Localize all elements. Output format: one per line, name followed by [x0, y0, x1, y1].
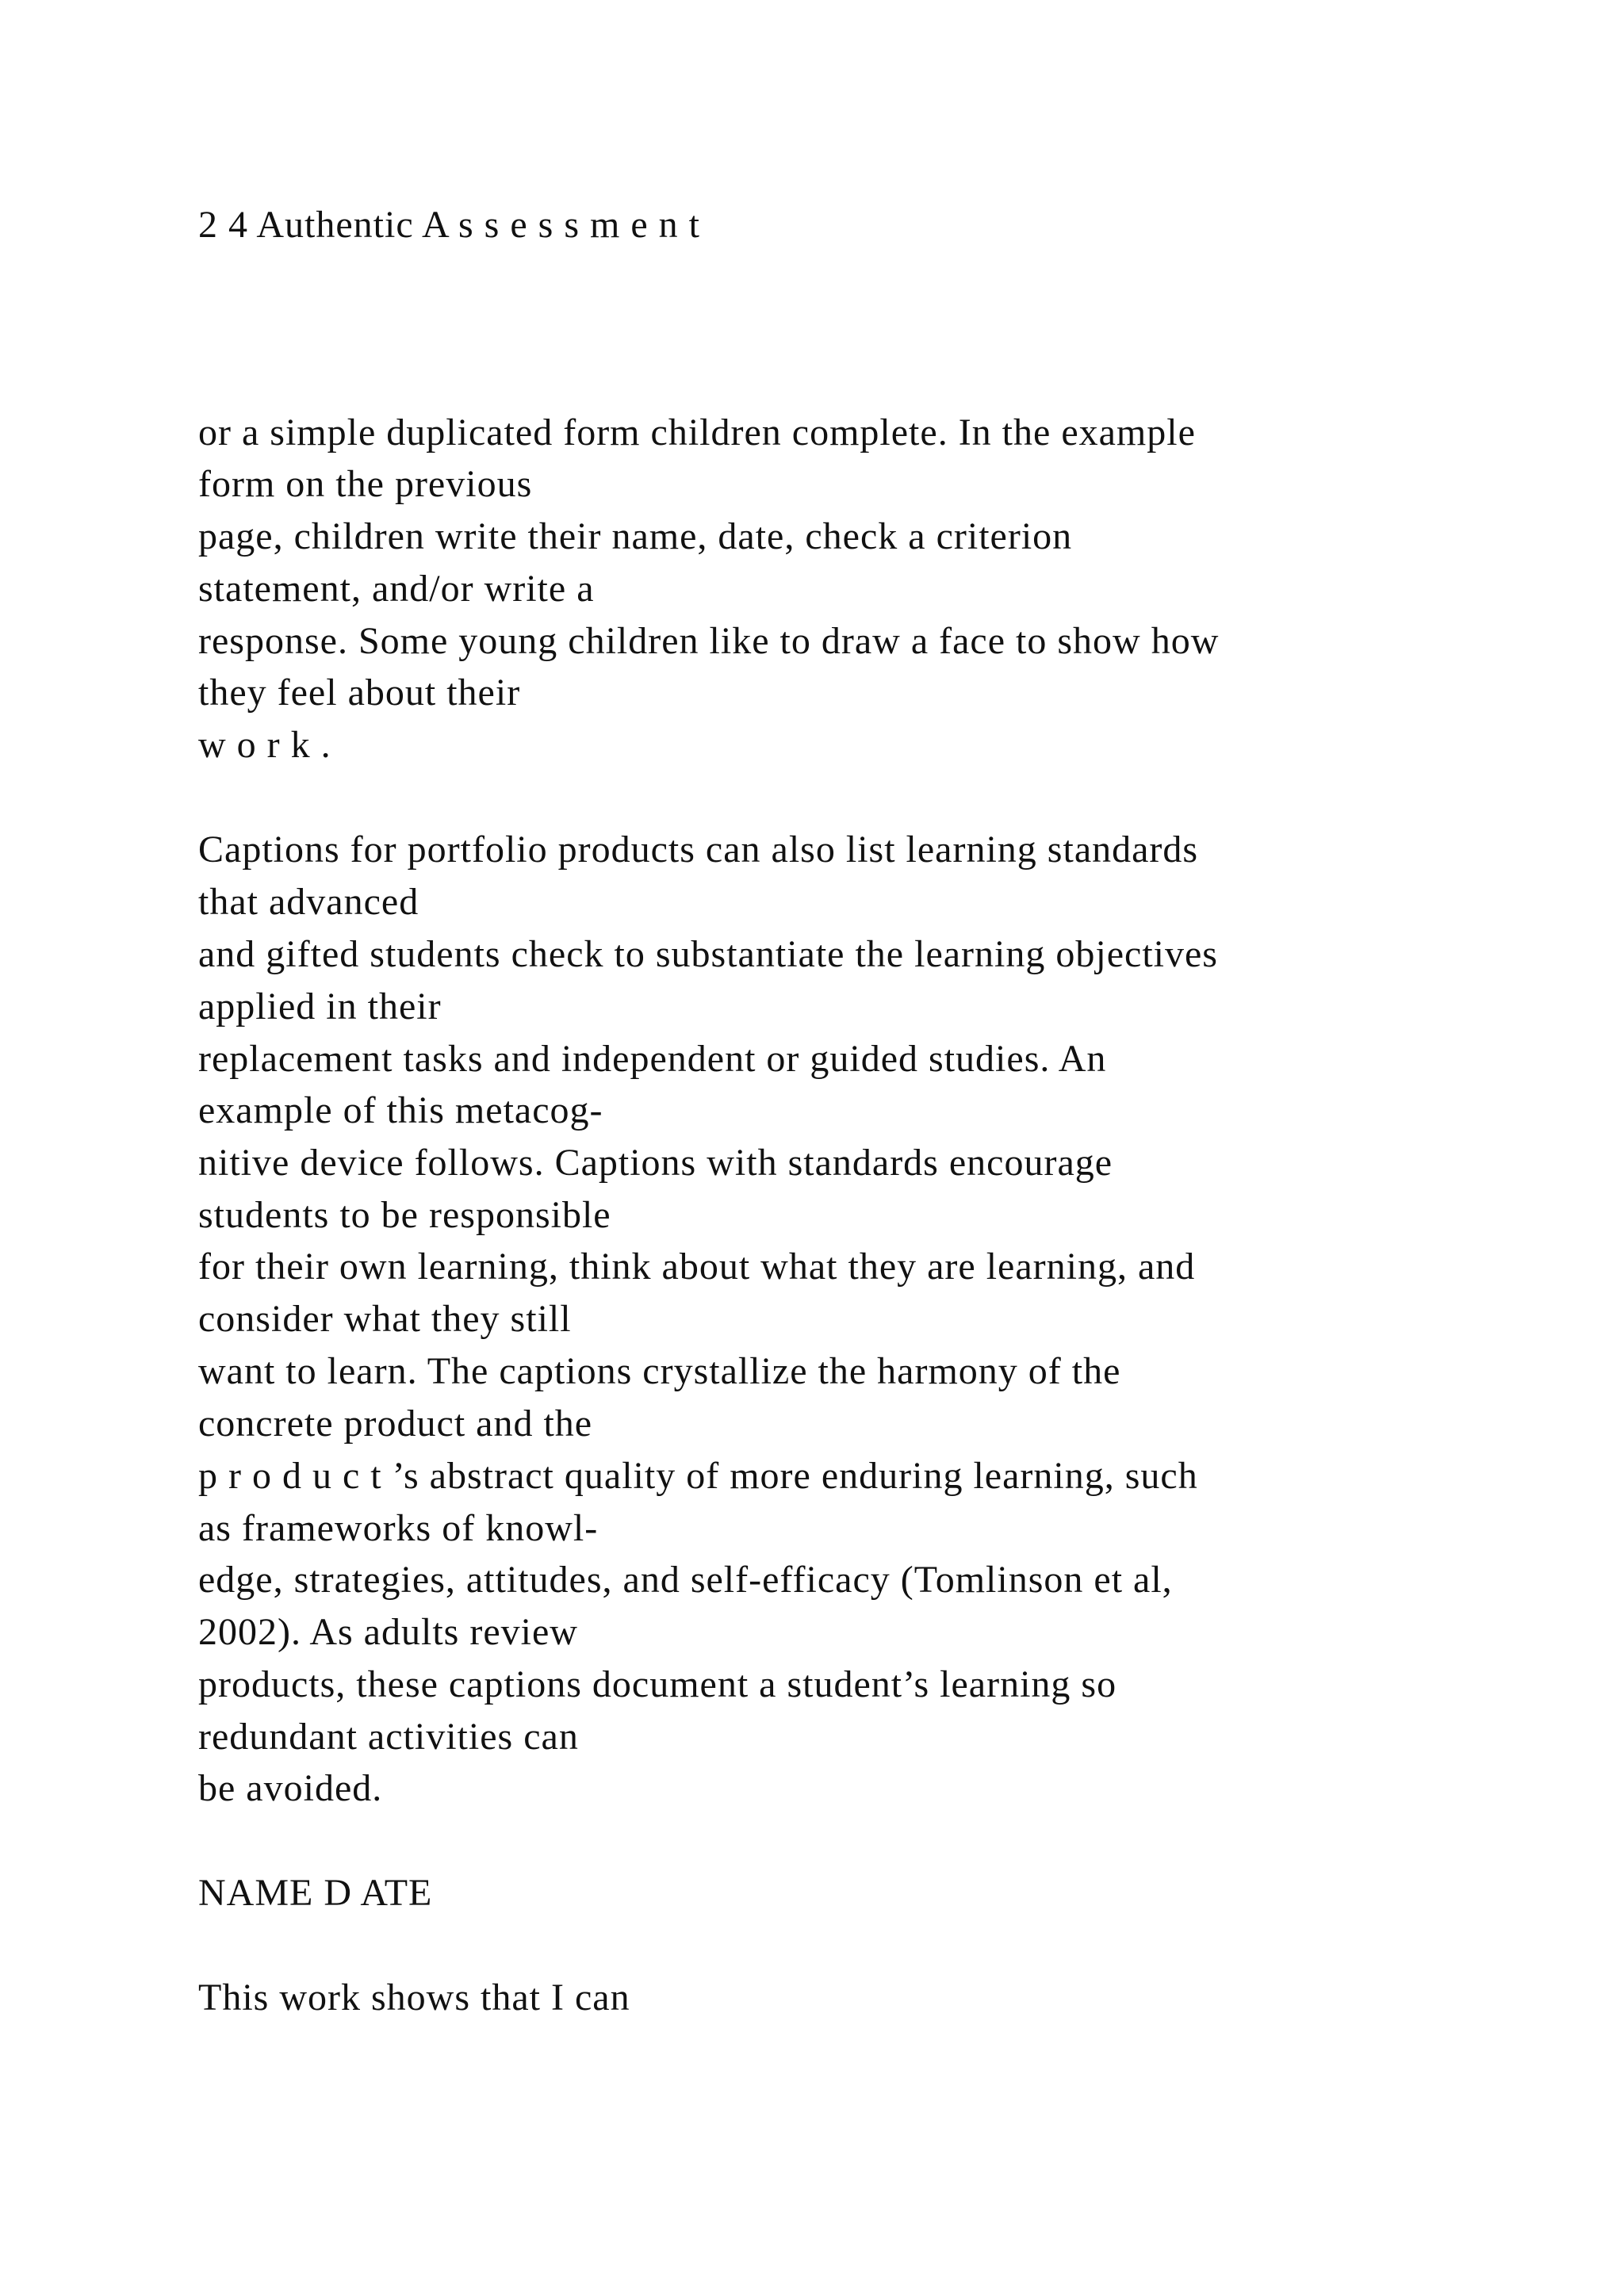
paragraph-2-line-15: edge, strategies, attitudes, and self-efficacy (Tomlinson et al, [198, 1559, 1173, 1601]
paragraph-2-line-13: p r o d u c t ’s abstract quality of more enduring learning, such [198, 1455, 1198, 1497]
page-header: 2 4 Authentic A s s e s s m e n t [198, 204, 700, 246]
paragraph-2-line-6: example of this metacog- [198, 1089, 603, 1131]
paragraph-2-line-10: consider what they still [198, 1298, 572, 1340]
paragraph-2-line-1: Captions for portfolio products can also list learning standards [198, 828, 1199, 871]
paragraph-2-line-7: nitive device follows. Captions with standards encourage [198, 1142, 1113, 1184]
paragraph-2-line-3: and gifted students check to substantiate the learning objectives [198, 933, 1218, 975]
paragraph-2-line-11: want to learn. The captions crystallize the harmony of the [198, 1350, 1121, 1392]
paragraph-2-line-18: redundant activities can [198, 1716, 579, 1758]
paragraph-1-line-2: form on the previous [198, 463, 533, 505]
paragraph-2-line-16: 2002). As adults review [198, 1611, 578, 1653]
paragraph-1-line-3: page, children write their name, date, check a criterion [198, 515, 1073, 557]
paragraph-2-line-19: be avoided. [198, 1767, 383, 1809]
form-statement: This work shows that I can [198, 1976, 630, 2019]
form-name-date-labels: NAME D ATE [198, 1872, 433, 1914]
paragraph-1-line-5: response. Some young children like to draw a face to show how [198, 620, 1220, 662]
paragraph-2-line-8: students to be responsible [198, 1194, 611, 1236]
paragraph-1-line-6: they feel about their [198, 672, 521, 714]
paragraph-1-line-7: w o r k . [198, 724, 331, 766]
paragraph-2-line-9: for their own learning, think about what they are learning, and [198, 1246, 1196, 1288]
paragraph-2-line-4: applied in their [198, 985, 442, 1027]
paragraph-2-line-17: products, these captions document a student’s learning so [198, 1663, 1117, 1705]
paragraph-1-line-1: or a simple duplicated form children complete. In the example [198, 411, 1196, 453]
paragraph-1-line-4: statement, and/or write a [198, 568, 595, 610]
paragraph-2-line-12: concrete product and the [198, 1402, 593, 1445]
paragraph-2-line-2: that advanced [198, 881, 419, 923]
paragraph-2-line-14: as frameworks of knowl- [198, 1507, 599, 1549]
paragraph-2-line-5: replacement tasks and independent or guided studies. An [198, 1038, 1107, 1080]
